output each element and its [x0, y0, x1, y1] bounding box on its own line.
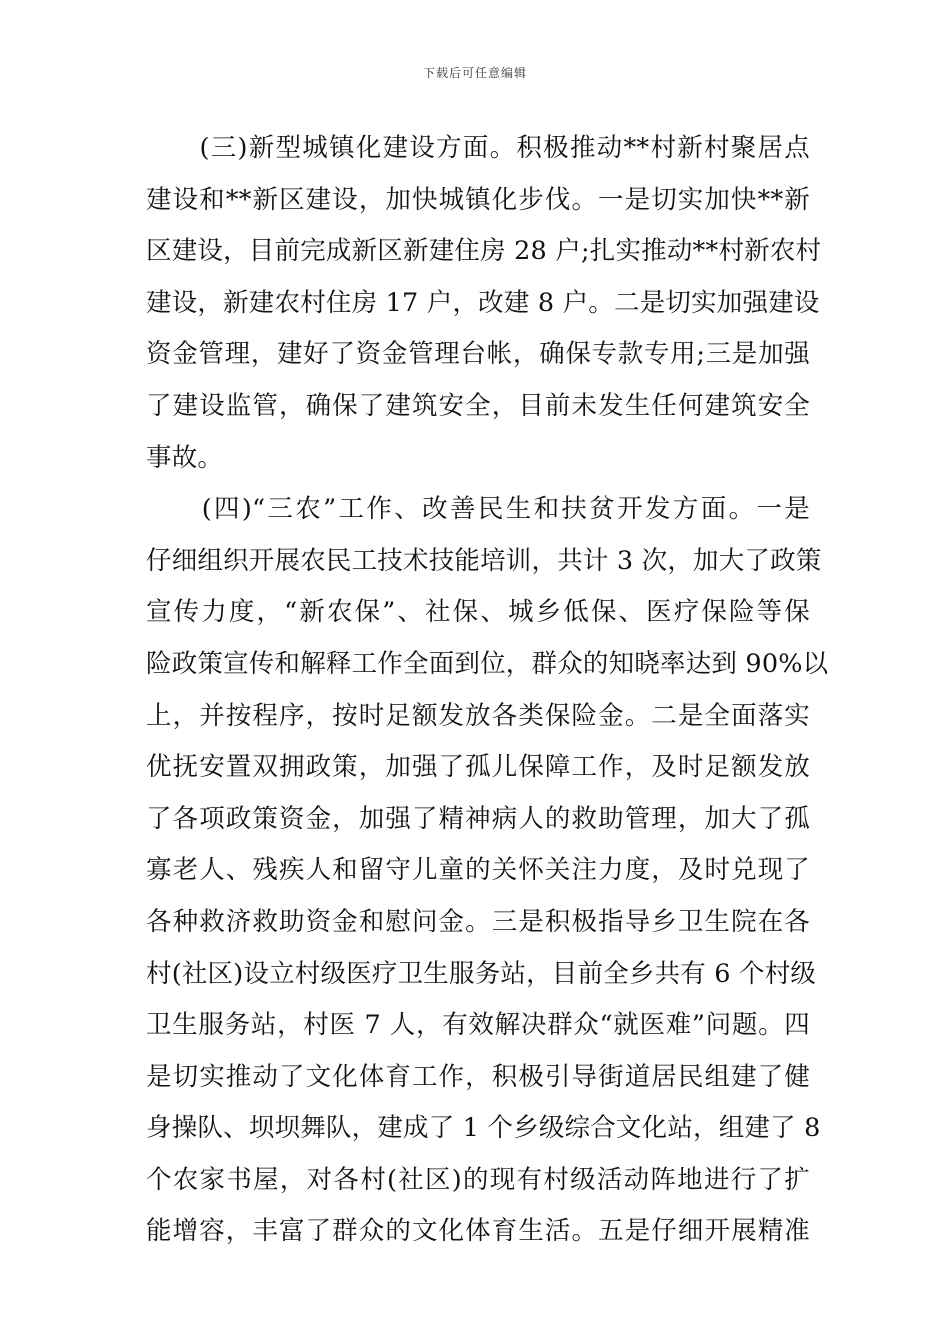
text-line: 优抚安置双拥政策，加强了孤儿保障工作，及时足额发放: [146, 752, 810, 783]
text-line: 建设，新建农村住房 17 户，改建 8 户。二是切实加强建设: [146, 287, 820, 318]
text-line: 是切实推动了文化体育工作，积极引导街道居民组建了健: [146, 1061, 810, 1092]
text-line: 寡老人、残疾人和留守儿童的关怀关注力度，及时兑现了: [146, 855, 810, 886]
document-body: [146, 130, 829, 1265]
text-line: 上，并按程序，按时足额发放各类保险金。二是全面落实: [146, 700, 810, 731]
text-line: 了各项政策资金，加强了精神病人的救助管理，加大了孤: [146, 803, 810, 834]
text-line: (四)“三农”工作、改善民生和扶贫开发方面。一是: [146, 494, 810, 525]
text-line: 各种救济救助资金和慰问金。三是积极指导乡卫生院在各: [146, 906, 810, 937]
text-line: 险政策宣传和解释工作全面到位，群众的知晓率达到 90%以: [146, 648, 829, 679]
text-line: 能增容，丰富了群众的文化体育生活。五是仔细开展精准: [146, 1216, 810, 1247]
text-line: 了建设监管，确保了建筑安全，目前未发生任何建筑安全: [146, 390, 810, 421]
text-line: 区建设，目前完成新区新建住房 28 户;扎实推动**村新农村: [146, 236, 822, 267]
text-line: 资金管理，建好了资金管理台帐，确保专款专用;三是加强: [146, 339, 810, 370]
text-line: 个农家书屋，对各村(社区)的现有村级活动阵地进行了扩: [146, 1164, 810, 1195]
text-line: 卫生服务站，村医 7 人，有效解决群众“就医难”问题。四: [146, 1010, 810, 1041]
text-line: 身操队、坝坝舞队，建成了 1 个乡级综合文化站，组建了 8: [146, 1113, 821, 1144]
text-line: (三)新型城镇化建设方面。积极推动**村新村聚居点: [146, 133, 810, 163]
text-line: 村(社区)设立村级医疗卫生服务站，目前全乡共有 6 个村级: [146, 958, 817, 989]
text-line: 建设和**新区建设，加快城镇化步伐。一是切实加快**新: [146, 184, 810, 215]
text-line: 宣传力度，“新农保”、社保、城乡低保、医疗保险等保: [146, 597, 810, 628]
text-line: 仔细组织开展农民工技术技能培训，共计 3 次，加大了政策: [146, 545, 822, 576]
text-line: 事故。: [146, 442, 224, 473]
page-header: 下载后可任意编辑: [422, 66, 527, 80]
